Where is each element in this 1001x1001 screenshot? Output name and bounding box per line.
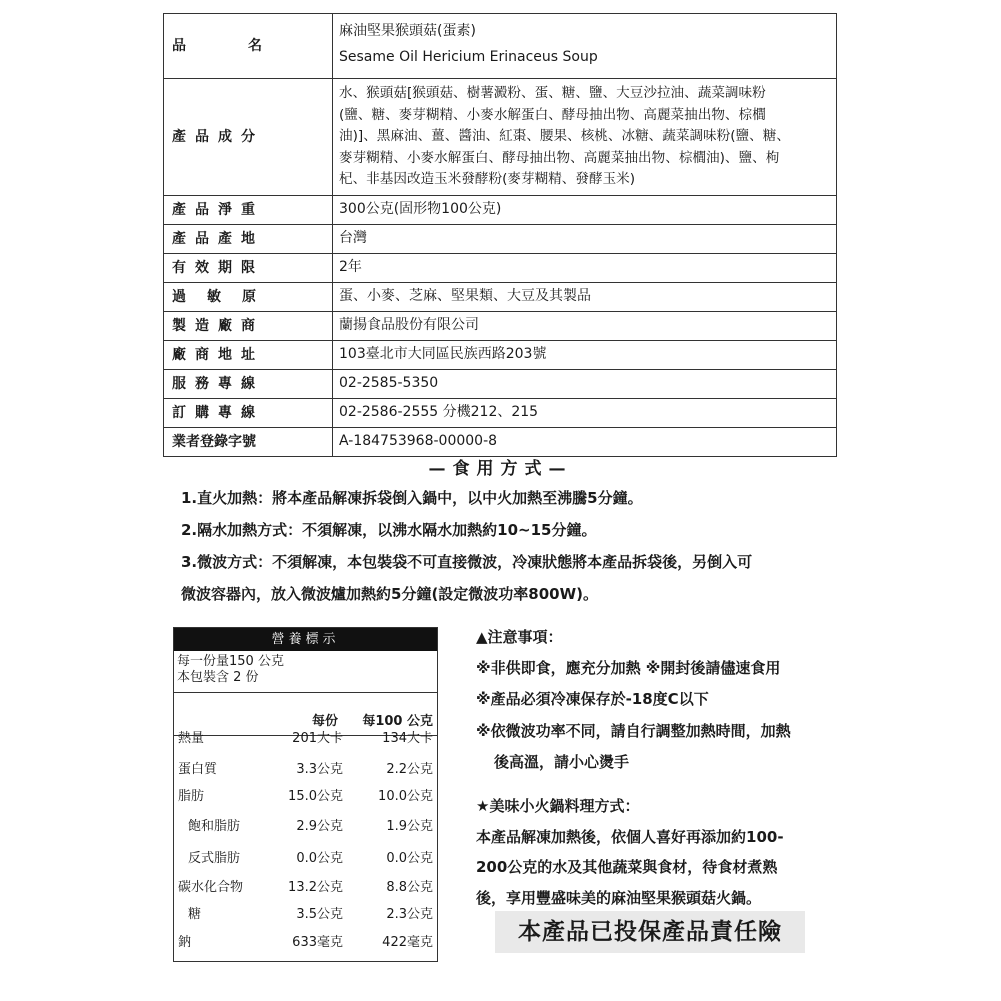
name-label-cell: [164, 14, 333, 79]
shelf-life-label: 有效期限: [164, 253, 333, 282]
address-row: [164, 340, 837, 369]
per-100g-value: 134大卡: [382, 731, 433, 746]
address-label: 廠商地址: [164, 340, 333, 369]
per-100g-value: 1.9公克: [386, 819, 433, 834]
name-label-text: 品名: [172, 38, 324, 54]
name-label: [172, 37, 324, 55]
per-serving-value: 2.9公克: [296, 819, 343, 834]
per-serving-value: 633毫克: [292, 935, 343, 950]
origin-value: 台灣: [333, 224, 837, 253]
nutrition-title: 營養標示: [174, 628, 437, 651]
nutrition-row: [174, 905, 437, 925]
nutrition-row: [174, 760, 437, 780]
manufacturer-row: [164, 311, 837, 340]
per-serving-value: 3.5公克: [296, 907, 343, 922]
nutrition-row: [174, 817, 437, 837]
nutrient-name: 反式脂肪: [188, 851, 241, 866]
recipe-line: 200公克的水及其他蔬菜與食材，待食材煮熟: [476, 858, 778, 876]
per-100g-value: 422毫克: [382, 935, 433, 950]
registration-row: [164, 427, 837, 456]
nutrition-row: [174, 787, 437, 807]
insurance-banner: 本產品已投保產品責任險: [495, 911, 805, 953]
nutrition-facts-panel: [173, 627, 438, 962]
registration-value: A-184753968-00000-8: [333, 427, 837, 456]
nutrient-name: 飽和脂肪: [188, 819, 241, 834]
product-name-en: Sesame Oil Hericium Erinaceus Soup: [339, 49, 598, 65]
ingredients-label: 產品成分: [172, 128, 264, 145]
allergen-label: 過敏原: [164, 282, 333, 311]
nutrition-row: [174, 729, 437, 749]
recipe-heading: ★美味小火鍋料理方式：: [476, 797, 640, 815]
nutrient-name: 鈉: [178, 935, 192, 950]
shelf-life-row: [164, 253, 837, 282]
nutrient-name: 蛋白質: [178, 762, 218, 777]
ingredients-line: 水、猴頭菇[猴頭菇、樹薯澱粉、蛋、糖、鹽、大豆沙拉油、蔬菜調味粉: [339, 85, 766, 101]
note-line: 後高溫，請小心燙手: [494, 753, 630, 771]
shelf-life-value: 2年: [333, 253, 837, 282]
recipe-line: 本產品解凍加熱後，依個人喜好再添加約100-: [476, 828, 784, 846]
usage-line: 3.微波方式：不須解凍，本包裝袋不可直接微波，冷凍狀態將本產品拆袋後，另倒入可: [181, 553, 753, 571]
per-100g-header: 每100 公克: [362, 714, 433, 729]
origin-row: [164, 224, 837, 253]
per-serving-header: 每份: [311, 714, 338, 729]
product-info-table: [163, 13, 837, 457]
recipe-line: 後，享用豐盛味美的麻油堅果猴頭菇火鍋。: [476, 889, 762, 907]
order-line-label: 訂購專線: [164, 398, 333, 427]
per-serving-value: 3.3公克: [296, 762, 343, 777]
allergen-value: 蛋、小麥、芝麻、堅果類、大豆及其製品: [333, 282, 837, 311]
usage-title: —食用方式—: [428, 459, 573, 479]
allergen-row: [164, 282, 837, 311]
service-line-label: 服務專線: [164, 369, 333, 398]
servings-per-pack: 本包裝含 2 份: [177, 670, 259, 685]
serving-size: 每一份量150 公克: [177, 654, 284, 669]
registration-label: 業者登錄字號: [164, 427, 333, 456]
nutrition-row: [174, 878, 437, 898]
net-weight-label: 產品淨重: [164, 195, 333, 224]
usage-line: 微波容器內，放入微波爐加熱約5分鐘(設定微波功率800W)。: [181, 585, 599, 603]
manufacturer-label: 製造廠商: [164, 311, 333, 340]
origin-label: 產品產地: [164, 224, 333, 253]
note-line: ※非供即食，應充分加熱 ※開封後請儘速食用: [476, 659, 781, 677]
nutrient-name: 糖: [188, 907, 202, 922]
per-100g-value: 2.2公克: [386, 762, 433, 777]
nutrient-name: 脂肪: [178, 789, 205, 804]
ingredients-line: (鹽、糖、麥芽糊精、小麥水解蛋白、酵母抽出物、高麗菜抽出物、棕櫚: [339, 106, 766, 123]
per-100g-value: 2.3公克: [386, 907, 433, 922]
nutrition-row: [174, 849, 437, 869]
ingredients-label-cell: [164, 79, 333, 196]
order-line-value: 02-2586-2555 分機212、215: [333, 398, 837, 427]
nutrition-row: [174, 933, 437, 953]
address-value: 103臺北市大同區民族西路203號: [333, 340, 837, 369]
nutrient-name: 碳水化合物: [178, 880, 244, 895]
per-serving-value: 15.0公克: [288, 789, 343, 804]
ingredients-line: 油)]、黑麻油、薑、醬油、紅棗、腰果、核桃、冰糖、蔬菜調味粉(鹽、糖、: [339, 128, 790, 145]
usage-line: 2.隔水加熱方式：不須解凍，以沸水隔水加熱約10~15分鐘。: [181, 521, 597, 539]
net-weight-value: 300公克(固形物100公克): [333, 195, 837, 224]
note-line: ※依微波功率不同，請自行調整加熱時間，加熱: [476, 722, 791, 740]
per-100g-value: 10.0公克: [378, 789, 433, 804]
notes-heading: ▲注意事項：: [476, 628, 563, 646]
manufacturer-value: 蘭揚食品股份有限公司: [333, 311, 837, 340]
service-line-value: 02-2585-5350: [333, 369, 837, 398]
per-serving-value: 201大卡: [292, 731, 343, 746]
usage-line: 1.直火加熱：將本產品解凍拆袋倒入鍋中，以中火加熱至沸騰5分鐘。: [181, 489, 643, 507]
per-serving-value: 13.2公克: [288, 880, 343, 895]
ingredients-line: 杞、非基因改造玉米發酵粉(麥芽糊精、發酵玉米): [339, 171, 636, 188]
nutrient-name: 熱量: [178, 731, 205, 746]
per-100g-value: 0.0公克: [386, 851, 433, 866]
net-weight-row: [164, 195, 837, 224]
per-serving-value: 0.0公克: [296, 851, 343, 866]
per-100g-value: 8.8公克: [386, 880, 433, 895]
product-name-zh: 麻油堅果猴頭菇(蛋素): [339, 23, 476, 39]
serving-info: [174, 651, 437, 693]
ingredients-line: 麥芽糊精、小麥水解蛋白、酵母抽出物、高麗菜抽出物、棕櫚油)、鹽、枸: [339, 149, 780, 166]
note-line: ※產品必須冷凍保存於-18度C以下: [476, 690, 709, 708]
service-line-row: [164, 369, 837, 398]
ingredients-row: [164, 79, 837, 196]
name-value-cell: [333, 14, 837, 79]
ingredients-value: [333, 79, 837, 196]
order-line-row: [164, 398, 837, 427]
name-row: [164, 14, 837, 79]
